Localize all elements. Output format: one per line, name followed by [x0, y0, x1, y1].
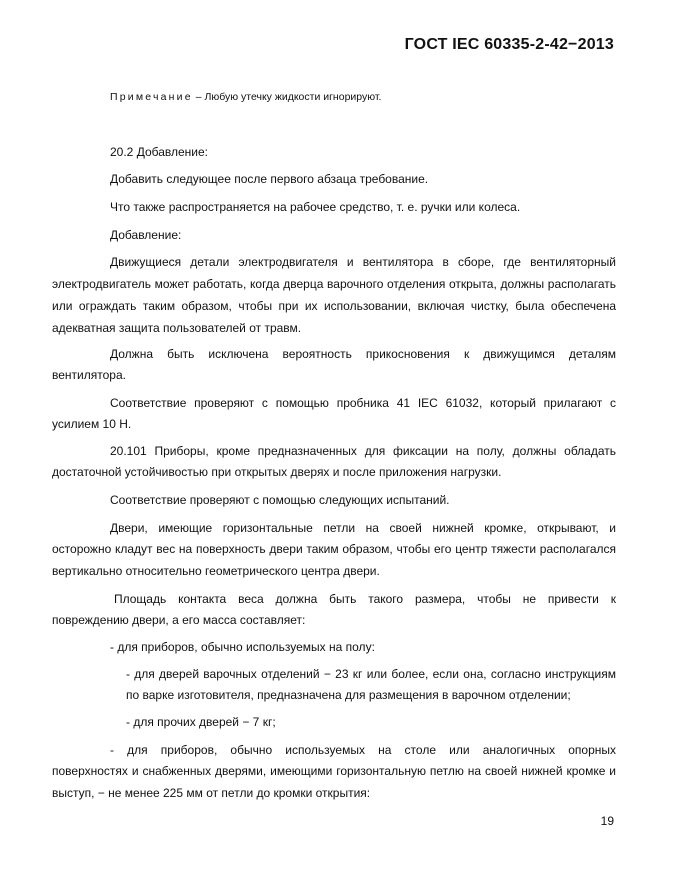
section-20-101-first-line: 20.101 Приборы, кроме предназначенных для фиксации на полу, должны обладать: [110, 444, 616, 458]
paragraph-continuation: усилием 10 Н.: [52, 417, 132, 431]
paragraph-continuation: электродвигатель может работать, когда дверца варочного отделения открыта, должны располагать или ограждать таким образом, чтобы при их использовании, включая чистку, была обеспечена адекватная защита пользователей от травм.: [52, 277, 616, 335]
paragraph: Добавление:: [110, 228, 182, 242]
note-label: Примечание: [110, 91, 193, 103]
list-item-first-line: - для приборов, обычно используемых на столе или аналогичных опорных: [110, 743, 616, 757]
nested-list-item: - для прочих дверей − 7 кг;: [126, 715, 276, 729]
paragraph-first-line: Соответствие проверяют с помощью пробника 41 IEC 61032, который прилагают с: [110, 396, 616, 410]
paragraph-first-line: Площадь контакта веса должна быть такого размера, чтобы не привести к: [114, 592, 616, 606]
paragraph: Добавить следующее после первого абзаца требование.: [110, 172, 429, 186]
paragraph-first-line: Движущиеся детали электродвигателя и вентилятора в сборе, где вентиляторный: [110, 255, 616, 269]
section-heading-20-2: 20.2 Добавление:: [110, 145, 209, 159]
note-text: – Любую утечку жидкости игнорируют.: [195, 91, 382, 103]
paragraph-continuation: осторожно кладут вес на поверхность двери таким образом, чтобы его центр тяжести располагался вертикально относительно геометрического центра двери.: [52, 542, 616, 578]
paragraph-continuation: вентилятора.: [52, 368, 126, 382]
list-item: - для приборов, обычно используемых на полу:: [110, 640, 375, 654]
nested-list-item-line: - для дверей варочных отделений − 23 кг или более, если она, согласно инструкциям: [126, 667, 616, 681]
paragraph: Что также распространяется на рабочее средство, т. е. ручки или колеса.: [110, 200, 521, 214]
note: [110, 88, 610, 106]
nested-list-item-line: по варке изготовителя, предназначена для размещения в варочном отделении;: [126, 688, 571, 702]
paragraph-continuation: поверхностях и снабженных дверями, имеющими горизонтальную петлю на своей нижней кромке и выступ, − не менее 225 мм от петли до кромки открытия:: [52, 764, 616, 800]
page-number: 19: [600, 814, 614, 828]
paragraph-continuation: повреждению двери, а его масса составляет:: [52, 613, 306, 627]
paragraph-continuation: достаточной устойчивостью при открытых дверях и после приложения нагрузки.: [52, 465, 502, 479]
paragraph-first-line: Двери, имеющие горизонтальные петли на своей нижней кромке, открывают, и: [110, 521, 616, 535]
paragraph: Соответствие проверяют с помощью следующих испытаний.: [110, 493, 450, 507]
document-header-code: ГОСТ IEC 60335-2-42−2013: [404, 36, 614, 53]
paragraph-first-line: Должна быть исключена вероятность прикосновения к движущимся деталям: [110, 347, 616, 361]
